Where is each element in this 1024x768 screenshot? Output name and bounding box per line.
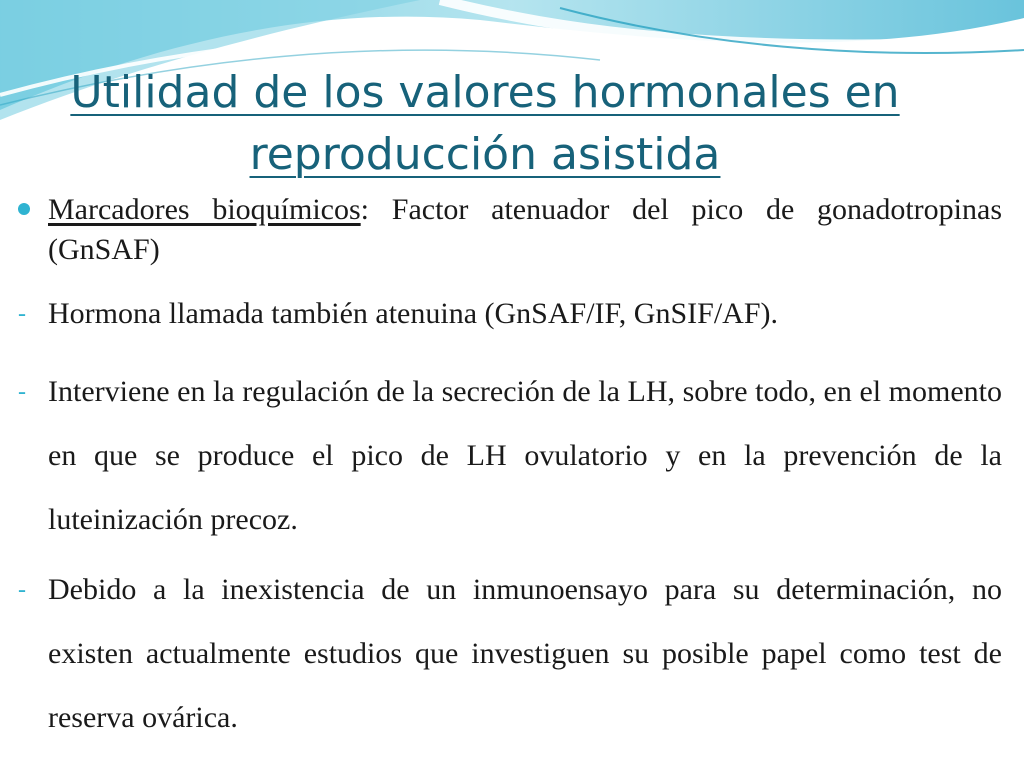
item-text: : Factor atenuador del pico de gonadotropinas (GnSAF) <box>48 193 1002 266</box>
dash-marker: - <box>18 301 26 327</box>
title-line-1: Utilidad de los valores hormonales en <box>70 67 900 118</box>
bullet-dot-icon <box>18 203 30 215</box>
title-line-2: reproducción asistida <box>249 129 721 180</box>
item-text: Interviene en la regulación de la secreción de la LH, sobre todo, en el momento en que se produce el pico de LH ovulatorio y en la prevención de la luteinización precoz. <box>48 375 1002 536</box>
item-text: Debido a la inexistencia de un inmunoensayo para su determinación, no existen actualmente estudios que investiguen su posible papel como test de reserva ovárica. <box>48 573 1002 734</box>
slide-body <box>18 190 1002 750</box>
dash-marker: - <box>18 577 26 603</box>
dash-item <box>18 558 1002 750</box>
slide-title <box>0 62 960 186</box>
item-text: Hormona llamada también atenuina (GnSAF/IF, GnSIF/AF). <box>48 297 779 330</box>
dash-item <box>18 294 1002 334</box>
dash-item <box>18 360 1002 552</box>
item-lead-underlined: Marcadores bioquímicos <box>48 193 361 226</box>
bullet-item <box>48 190 1002 270</box>
dash-marker: - <box>18 379 26 405</box>
